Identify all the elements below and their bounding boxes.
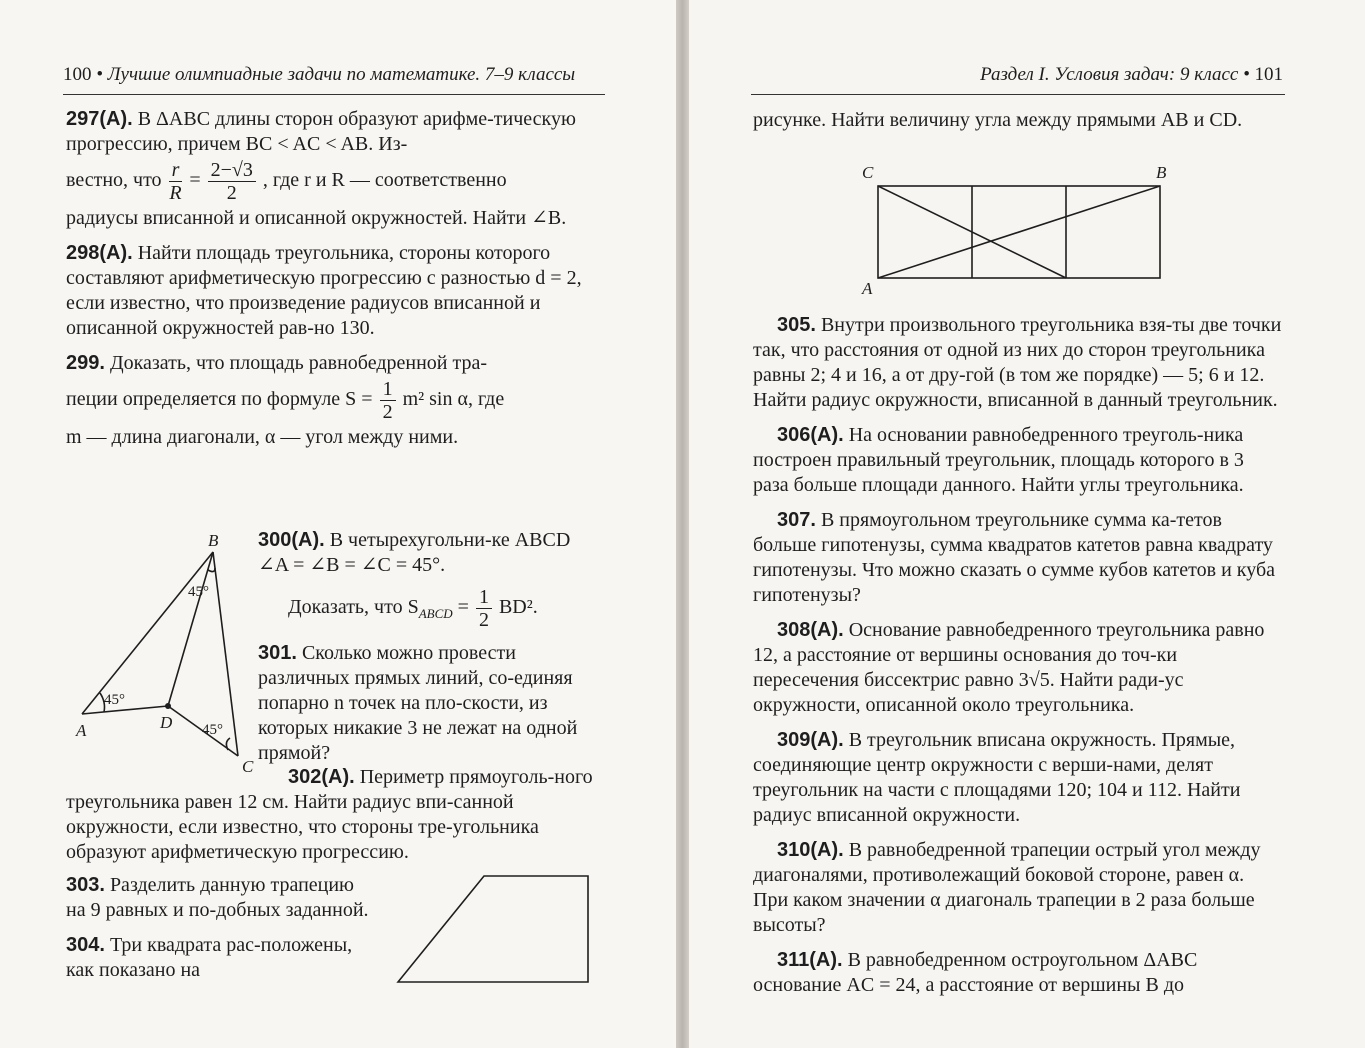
problem-text: В равнобедренном остроугольном ΔABC основание AC = 24, а расстояние от вершины B до — [753, 949, 1198, 996]
problem-number: 308(А). — [777, 619, 844, 641]
edge-bd — [168, 552, 213, 706]
right-column-main — [753, 313, 1283, 998]
problem-text: Разделить данную трапецию на 9 равных и по-добных заданной. — [66, 874, 369, 921]
edge-ab — [82, 552, 213, 714]
problem-309 — [753, 728, 1283, 828]
left-column-bottom — [66, 873, 372, 983]
problem-number: 302(А). — [288, 766, 355, 788]
problem-304 — [66, 933, 372, 983]
label-b: B — [208, 531, 219, 550]
figure-trapezoid — [392, 868, 596, 986]
problem-text: Внутри произвольного треугольника взя-ты две точки так, что расстояния от одной из них до сторон треугольника равны 2; 4 и 16, а от дру-гой (в том же порядке) — 5; 6 и 12. Найти радиус окружности, вписанной в данный треугольник. — [753, 314, 1282, 411]
angle-arc-b — [208, 568, 215, 572]
label-c: C — [242, 757, 254, 776]
problem-303 — [66, 873, 372, 923]
problem-text: . Найти ради-ус окружности, описанной около треугольника. — [753, 669, 1184, 716]
problem-text: В ΔABC длины сторон образуют арифме-тическую прогрессию, причем BC < AC < AB. Из- — [66, 108, 576, 155]
label-a: A — [862, 279, 873, 298]
problem-308 — [753, 618, 1283, 718]
left-column-narrow — [258, 528, 604, 766]
problem-text: В прямоугольном треугольнике сумма ка-тетов больше гипотенузы, сумма квадратов катетов равна квадрату гипотенузы. Что можно сказать о сумме кубов катетов и куба гипотенузы? — [753, 509, 1276, 606]
problem-297-formula-line — [66, 159, 603, 204]
problem-text: Основание равнобедренного треугольника равно 12, а расстояние от вершины основания до точ-ки пересечения биссектрис равно — [753, 619, 1265, 691]
problem-text: Сколько можно провести различных прямых линий, со-единяя попарно n точек на пло-скости, из которых никакие 3 не лежат на одной прямой? — [258, 642, 578, 764]
left-page — [0, 0, 676, 1048]
problem-302 — [66, 765, 603, 865]
problem-299-end: m — длина диагонали, α — угол между ними. — [66, 426, 459, 448]
problem-307 — [753, 508, 1283, 608]
right-column-top — [753, 108, 1283, 133]
figure-quadrilateral-abcd — [70, 528, 266, 778]
page-number-right: 101 — [1254, 64, 1283, 85]
problem-299-formula-line — [66, 378, 603, 423]
angle-label-b: 45° — [188, 584, 209, 600]
line-ab — [878, 186, 1160, 278]
header-rule — [63, 94, 605, 95]
problem-number: 299. — [66, 352, 105, 374]
problem-311 — [753, 948, 1283, 998]
problem-text: Доказать, что площадь равнобедренной тра- — [109, 352, 488, 374]
angle-label-c: 45° — [202, 722, 223, 738]
problem-number: 307. — [777, 509, 816, 531]
problem-text: В четырехугольни-ке ABCD ∠A = ∠B = ∠C = 45°. — [258, 529, 571, 576]
problem-306 — [753, 423, 1283, 498]
problem-300-formula — [288, 586, 604, 631]
problem-text: BD². — [498, 596, 538, 619]
problem-304-continuation: рисунке. Найти величину угла между прямыми AB и CD. — [753, 109, 1243, 131]
subscript-abcd: ABCD — [418, 606, 453, 622]
problem-number: 305. — [777, 314, 816, 336]
problem-number: 306(А). — [777, 424, 844, 446]
left-column-top — [66, 107, 603, 450]
problem-number: 297(А). — [66, 108, 133, 130]
problem-number: 310(А). — [777, 839, 844, 861]
fraction-2-minus-root3: $\frac{2-√3}{2}$ — [208, 159, 256, 204]
problem-text: В равнобедренной трапеции острый угол между диагоналями, противолежащий боковой стороне, равен α. При каком значении α диагональ трапеции в 2 раза больше высоты? — [753, 839, 1261, 936]
header-bullet: • — [1243, 64, 1250, 85]
trapezoid-shape — [398, 876, 588, 982]
problem-310 — [753, 838, 1283, 938]
problem-number: 300(А). — [258, 529, 325, 551]
section-title: Раздел I. Условия задач: 9 класс — [980, 64, 1239, 85]
problem-text: вестно, что — [66, 169, 162, 192]
problem-number: 309(А). — [777, 729, 844, 751]
problem-number: 301. — [258, 642, 297, 664]
problem-text: Найти площадь треугольника, стороны которого составляют арифметическую прогрессию с разностью d = 2, если известно, что произведение радиусов вписанной и описанной окружностей рав-но 130. — [66, 242, 582, 339]
edge-ad — [82, 706, 168, 714]
figure-three-squares — [854, 158, 1174, 298]
equals-sign: = — [452, 596, 469, 619]
problem-text: m² sin α, где — [402, 388, 505, 411]
root-value: 3√5 — [1018, 669, 1050, 691]
header-bullet: • — [96, 64, 103, 85]
angle-label-a: 45° — [104, 692, 125, 708]
problem-text: Три квадрата рас-положены, как показано на — [66, 934, 353, 981]
label-c: C — [862, 163, 874, 182]
header-rule — [751, 94, 1285, 95]
right-page-header — [980, 64, 1283, 86]
left-page-header — [63, 64, 575, 86]
problem-number: 311(А). — [777, 949, 843, 971]
problem-text: , где r и R — соответственно — [262, 169, 507, 192]
book-title: Лучшие олимпиадные задачи по математике. 7–9 классы — [107, 64, 576, 85]
problem-text: На основании равнобедренного треуголь-ника построен правильный треугольник, площадь которого в 3 раза больше площади данного. Найти углы треугольника. — [753, 424, 1244, 496]
problem-305 — [753, 313, 1283, 413]
problem-number: 304. — [66, 934, 105, 956]
problem-text: Доказать, что S — [288, 596, 419, 619]
problem-number: 298(А). — [66, 242, 133, 264]
label-b: B — [1156, 163, 1167, 182]
problem-text: пеции определяется по формуле S = — [66, 388, 373, 411]
fraction-one-half: $\frac{1}{2}$ — [476, 586, 492, 631]
problem-299 — [66, 351, 603, 376]
problem-297 — [66, 107, 603, 157]
problem-number: 303. — [66, 874, 105, 896]
fraction-one-half: $\frac{1}{2}$ — [380, 378, 396, 423]
equals-sign: = — [189, 169, 201, 192]
label-a: A — [76, 721, 87, 740]
problem-297-end: радиусы вписанной и описанной окружностей. Найти ∠B. — [66, 207, 567, 229]
label-d: D — [160, 713, 173, 732]
point-d — [165, 703, 171, 709]
book-spine — [676, 0, 689, 1048]
problem-298 — [66, 241, 603, 341]
problem-text: Периметр прямоуголь-ного треугольника равен 12 см. Найти радиус впи-санной окружности, если известно, что стороны тре-угольника образуют арифметическую прогрессию. — [66, 766, 593, 863]
problem-text: В треугольник вписана окружность. Прямые, соединяющие центр окружности с верши-нами, делят треугольник на части с площадями 120; 104 и 112. Найти радиус вписанной окружности. — [753, 729, 1241, 826]
right-page — [689, 0, 1365, 1048]
problem-301 — [258, 641, 604, 766]
page-number-left: 100 — [63, 64, 92, 85]
left-column-302 — [66, 765, 603, 865]
problem-300 — [258, 528, 604, 578]
fraction-r-over-R: $\frac{r}{R}$ — [169, 159, 182, 204]
